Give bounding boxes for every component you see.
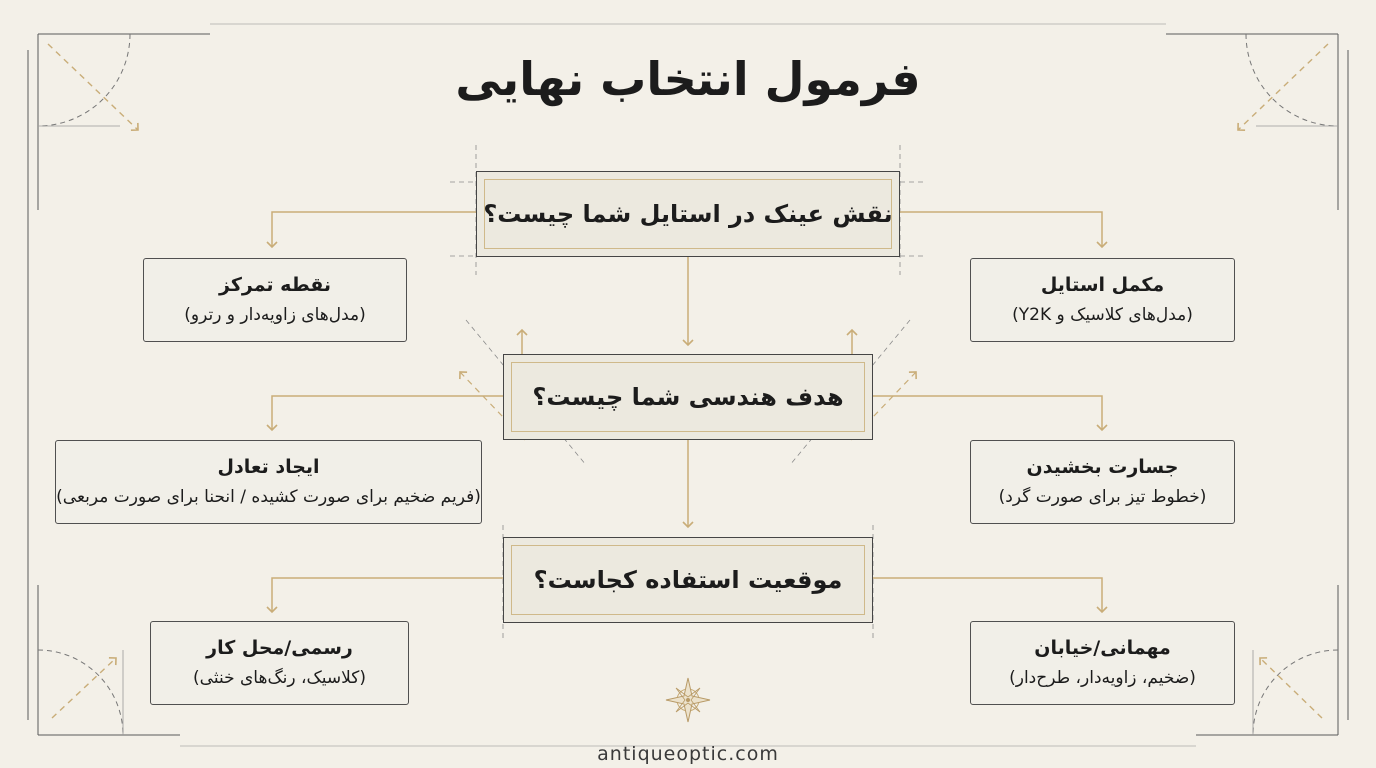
option-subtitle: (خطوط تیز برای صورت گرد) (998, 487, 1207, 507)
option-title: رسمی/محل کار (206, 637, 353, 659)
option-title: جسارت بخشیدن (1026, 456, 1179, 478)
option-subtitle: (فریم ضخیم برای صورت کشیده / انحنا برای صورت مربعی) (56, 487, 481, 507)
option-subtitle: (مدل‌های زاویه‌دار و رترو) (184, 305, 366, 325)
question-box-geometry-goal (503, 354, 873, 440)
page-title: فرمول انتخاب نهایی (455, 52, 921, 106)
option-subtitle: (کلاسیک، رنگ‌های خنثی) (193, 668, 366, 688)
option-title: نقطه تمرکز (219, 274, 332, 296)
option-party-street (970, 621, 1235, 705)
option-title: ایجاد تعادل (217, 456, 320, 478)
question-box-style-role (476, 171, 900, 257)
option-subtitle: (مدل‌های کلاسیک و Y2K) (1012, 305, 1193, 325)
option-title: مکمل استایل (1040, 274, 1165, 296)
option-style-complement (970, 258, 1235, 342)
option-title: مهمانی/خیابان (1034, 637, 1171, 659)
footer-website: antiqueoptic.com (597, 743, 779, 765)
question-box-usage-location (503, 537, 873, 623)
question-label: هدف هندسی شما چیست؟ (532, 383, 844, 411)
option-create-balance (55, 440, 482, 524)
option-focal-point (143, 258, 407, 342)
compass-rose-icon (666, 678, 710, 722)
question-label: نقش عینک در استایل شما چیست؟ (483, 200, 893, 228)
option-add-boldness (970, 440, 1235, 524)
option-subtitle: (ضخیم، زاویه‌دار، طرح‌دار) (1009, 668, 1196, 688)
question-label: موقعیت استفاده کجاست؟ (533, 566, 843, 594)
option-formal-work (150, 621, 409, 705)
